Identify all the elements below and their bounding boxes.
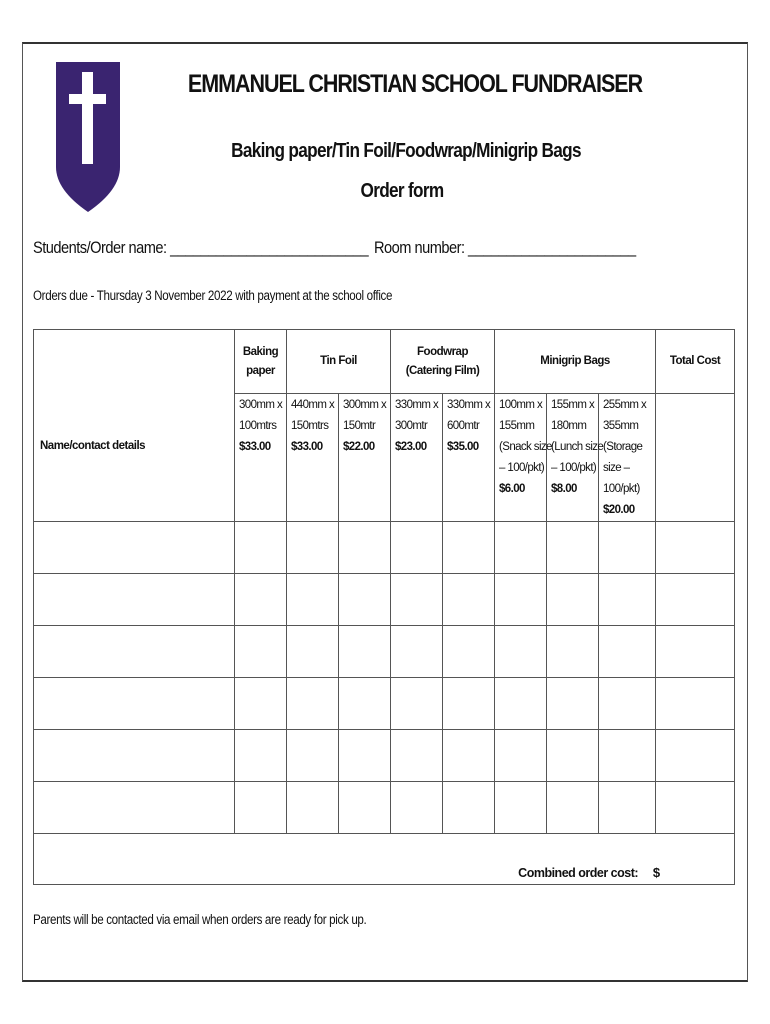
total-cost-cell[interactable] [656,626,735,678]
quantity-cell[interactable] [339,522,391,574]
quantity-cell[interactable] [391,730,443,782]
combined-order-dollar[interactable]: $ [652,865,661,880]
orders-due-note: Orders due - Thursday 3 November 2022 with payment at the school office [33,288,393,303]
student-name-field[interactable] [33,238,368,258]
page-title: EMMANUEL CHRISTIAN SCHOOL FUNDRAISER [187,70,643,98]
quantity-cell[interactable] [287,678,339,730]
quantity-cell[interactable] [547,678,599,730]
quantity-cell[interactable] [235,626,287,678]
combined-order-row [34,834,735,885]
product-spec-0: 300mm x 100mtrs $33.00 [235,394,287,522]
quantity-cell[interactable] [235,782,287,834]
quantity-cell[interactable] [443,522,495,574]
quantity-cell[interactable] [287,574,339,626]
name-contact-cell[interactable] [34,730,235,782]
order-entry-row [34,730,735,782]
quantity-cell[interactable] [391,782,443,834]
total-cost-header: Total Cost [656,330,735,394]
quantity-cell[interactable] [443,730,495,782]
cross-vertical [82,72,93,164]
cross-horizontal [69,94,106,104]
quantity-cell[interactable] [235,678,287,730]
group-header-minigrip-bags: Minigrip Bags [495,330,656,394]
quantity-cell[interactable] [547,626,599,678]
quantity-cell[interactable] [599,678,656,730]
quantity-cell[interactable] [495,782,547,834]
quantity-cell[interactable] [235,574,287,626]
quantity-cell[interactable] [339,782,391,834]
total-cost-cell[interactable] [656,730,735,782]
quantity-cell[interactable] [443,782,495,834]
footer-note: Parents will be contacted via email when orders are ready for pick up. [33,912,367,927]
product-price-2: $22.00 [343,441,375,453]
product-spec-2: 300mm x 150mtr $22.00 [339,394,391,522]
total-cost-cell[interactable] [656,782,735,834]
quantity-cell[interactable] [547,730,599,782]
group-header-tin-foil: Tin Foil [287,330,391,394]
group-header-foodwrap: Foodwrap (Catering Film) [391,330,495,394]
order-entry-row [34,574,735,626]
quantity-cell[interactable] [339,574,391,626]
order-entry-row [34,678,735,730]
product-spec-5: 100mm x 155mm (Snack size – 100/pkt) $6.00 [495,394,547,522]
quantity-cell[interactable] [391,522,443,574]
quantity-cell[interactable] [599,626,656,678]
quantity-cell[interactable] [547,522,599,574]
quantity-cell[interactable] [599,522,656,574]
room-number-field[interactable] [374,238,636,258]
product-spec-7: 255mm x 355mm (Storage size – 100/pkt) $20.00 [599,394,656,522]
product-price-7: $20.00 [603,504,635,516]
order-entry-row [34,522,735,574]
student-name-blank[interactable]: __________________________ [170,238,369,257]
quantity-cell[interactable] [287,730,339,782]
page-subtitle: Baking paper/Tin Foil/Foodwrap/Minigrip Bags [231,140,581,162]
quantity-cell[interactable] [287,782,339,834]
quantity-cell[interactable] [443,678,495,730]
name-contact-cell[interactable] [34,626,235,678]
total-cost-cell[interactable] [656,678,735,730]
product-price-4: $35.00 [447,441,479,453]
quantity-cell[interactable] [495,678,547,730]
quantity-cell[interactable] [495,574,547,626]
quantity-cell[interactable] [235,730,287,782]
quantity-cell[interactable] [443,626,495,678]
quantity-cell[interactable] [391,626,443,678]
total-cost-spec-cell [656,394,735,522]
quantity-cell[interactable] [339,678,391,730]
quantity-cell[interactable] [495,730,547,782]
order-entry-row [34,626,735,678]
quantity-cell[interactable] [495,626,547,678]
product-spec-6: 155mm x 180mm (Lunch size – 100/pkt) $8.00 [547,394,599,522]
order-entry-row [34,782,735,834]
product-price-6: $8.00 [551,483,577,495]
order-table [33,329,735,885]
name-contact-cell[interactable] [34,574,235,626]
product-price-1: $33.00 [291,441,323,453]
product-price-0: $33.00 [239,441,271,453]
quantity-cell[interactable] [339,730,391,782]
form-heading: Order form [360,180,444,202]
quantity-cell[interactable] [599,782,656,834]
quantity-cell[interactable] [391,574,443,626]
product-spec-3: 330mm x 300mtr $23.00 [391,394,443,522]
name-contact-header: Name/contact details [34,330,235,522]
product-spec-1: 440mm x 150mtrs $33.00 [287,394,339,522]
total-cost-cell[interactable] [656,522,735,574]
quantity-cell[interactable] [599,574,656,626]
quantity-cell[interactable] [287,522,339,574]
quantity-cell[interactable] [339,626,391,678]
quantity-cell[interactable] [599,730,656,782]
name-contact-cell[interactable] [34,522,235,574]
combined-order-label: Combined order cost: [518,866,639,880]
product-price-5: $6.00 [499,483,525,495]
group-header-baking-paper: Baking paper [235,330,287,394]
quantity-cell[interactable] [547,574,599,626]
room-number-blank[interactable]: ______________________ [468,238,636,257]
quantity-cell[interactable] [495,522,547,574]
name-contact-cell[interactable] [34,678,235,730]
quantity-cell[interactable] [547,782,599,834]
quantity-cell[interactable] [391,678,443,730]
quantity-cell[interactable] [443,574,495,626]
school-crest-logo [56,62,120,212]
student-name-label: Students/Order name: [33,238,167,257]
product-spec-4: 330mm x 600mtr $35.00 [443,394,495,522]
total-cost-cell[interactable] [656,574,735,626]
name-contact-cell[interactable] [34,782,235,834]
quantity-cell[interactable] [235,522,287,574]
quantity-cell[interactable] [287,626,339,678]
room-number-label: Room number: [374,238,465,257]
product-price-3: $23.00 [395,441,427,453]
